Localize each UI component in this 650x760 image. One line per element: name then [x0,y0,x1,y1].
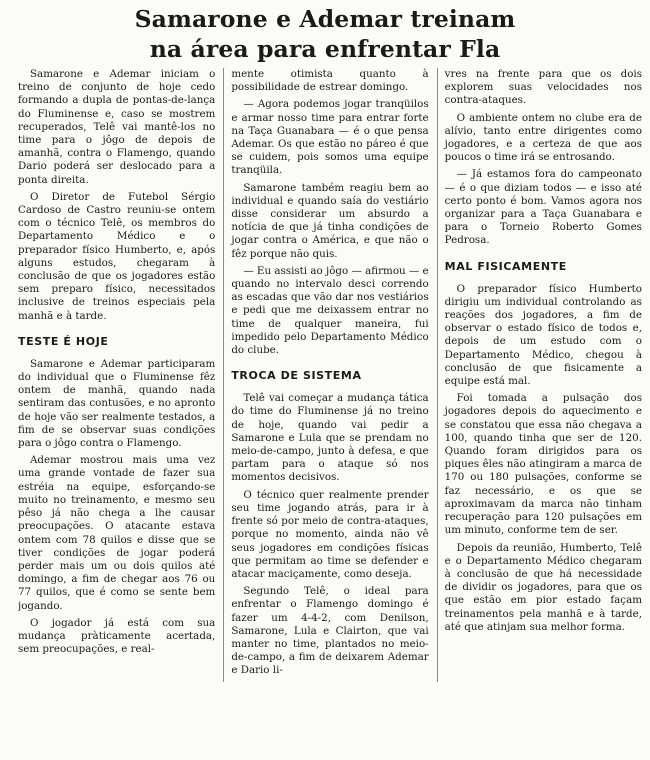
column-1 [18,68,215,682]
paragraph: Segundo Telê, o ideal para enfrentar o Flamengo domingo é fazer um 4-4-2, com Denilson, Samarone, Lula e Clairton, que vai manter no time, plantados no meio-de-campo, a fim de deixarem Ademar e Dario li- [231,585,429,677]
paragraph: O preparador físico Humberto dirigiu um individual controlando as reações dos jogadores, a fim de observar o estado físico de todos e, depois de um estudo com o Departamento Médico, chegou à conclusão de que fisicamente a equipe está mal. [444,282,642,388]
article-columns [18,68,642,682]
subheading-troca-de-sistema: TROCA DE SISTEMA [231,369,362,383]
paragraph: Telê vai começar a mudança tática do time do Fluminense já no treino de hoje, quando vai pedir a Samarone e Lula que se prendam no meio-de-campo, junto à defesa, e que partam para o ataque só nos momentos decisivos. [231,392,429,484]
paragraph: — Eu assisti ao jôgo — afirmou — e quando no intervalo desci correndo as escadas que vão dar nos vestiários e pedi que me deixassem entrar no time de qualquer maneira, fui impedido pelo Departamento Médico do clube. [231,264,429,357]
paragraph: O ambiente ontem no clube era de alívio, tanto entre dirigentes como jogadores, e a certeza de que aos poucos o time irá se entrosando. [444,111,642,164]
paragraph: Samarone e Ademar participaram do individual que o Fluminense fêz ontem de manhã, quando nada sentiram das contusões, e no apronto de hoje vão ser realmente testados, a fim de se observar suas condições para o jôgo contra o Flamengo. [18,357,216,450]
paragraph: Samarone e Ademar iniciam o treino de conjunto de hoje cedo formando a dupla de pontas-de-lança do Fluminense e, caso se mostrem recuperados, Telê vai mantê-los no time para o jôgo de depois de amanhã, contra o Flamengo, quando Dario poderá ser deslocado para a ponta direita. [18,68,216,186]
paragraph: O jogador já está com sua mudança pràticamente acertada, sem preocupações, e real- [18,616,216,656]
paragraph-continued: vres na frente para que os dois explorem suas velocidades nos contra-ataques. [444,68,642,107]
headline [0,0,650,64]
paragraph: Samarone também reagiu bem ao individual e quando saía do vestiário disse considerar um absurdo a notícia de que já tinha condições de jogar contra o América, e que não o fêz porque não quis. [231,181,429,260]
headline-line-1: Samarone e Ademar treinam [134,5,516,33]
paragraph: O técnico quer realmente prender seu time jogando atrás, para ir à frente só por meio de contra-ataques, porque no momento, ainda não vê seus jogadores em condições físicas que permitam ao time se defender e atacar maciçamente, como deseja. [231,488,429,580]
paragraph-continued: mente otimista quanto à possibilidade de estrear domingo. [231,68,429,94]
paragraph: — Já estamos fora do campeonato — é o que diziam todos — e isso até certo ponto é bom. Vamos agora nos organizar para a Taça Guanabara e para o Torneio Roberto Gomes Pedrosa. [444,168,642,247]
headline-line-2: na área para enfrentar Fla [149,35,501,63]
subheading-teste-e-hoje: TESTE É HOJE [18,334,109,348]
subheading-mal-fisicamente: MAL FISICAMENTE [444,259,567,273]
paragraph: Foi tomada a pulsação dos jogadores depois do aquecimento e se constatou que essa não chegava a 100, quando tinha que ser de 120. Quando foram dirigidos para os piques êles não atingiram a marca de 170 ou 180 pulsações, conforme se faz necessário, e os que se aproximavam da marca não tinham recuperação para 120 pulsações em um minuto, conforme tem de ser. [444,392,642,537]
paragraph: Ademar mostrou mais uma vez uma grande vontade de fazer sua estréia na equipe, esforçando-se muito no treinamento, e mesmo seu pêso já não chega a lhe causar preocupações. O atacante estava ontem com 78 quilos e disse que se tiver condições de jogar poderá perder mais um ou dois quilos até domingo, a fim de chegar aos 76 ou 77 quilos, que é como se sente bem jogando. [18,454,216,612]
paragraph: — Agora podemos jogar tranqüilos e armar nosso time para entrar forte na Taça Guanabara — é o que pensa Ademar. Os que estão no páreo é que se cuidem, pois somos uma equipe tranqüila. [231,98,429,177]
column-3 [437,68,642,682]
column-2 [223,68,428,682]
paragraph: O Diretor de Futebol Sérgio Cardoso de Castro reuniu-se ontem com o técnico Telê, os membros do Departamento Médico e o preparador físico Humberto, e, após alguns estudos, chegaram à conclusão de que os jogadores estão sem preparo físico, necessitados inclusive de treinos especiais pela manhã e à tarde. [18,190,216,322]
paragraph: Depois da reunião, Humberto, Telê e o Departamento Médico chegaram à conclusão de que há necessidade de dividir os jogadores, para que os que estão em pior estado façam treinamentos pela manhã e à tarde, até que atinjam sua melhor forma. [444,541,642,633]
